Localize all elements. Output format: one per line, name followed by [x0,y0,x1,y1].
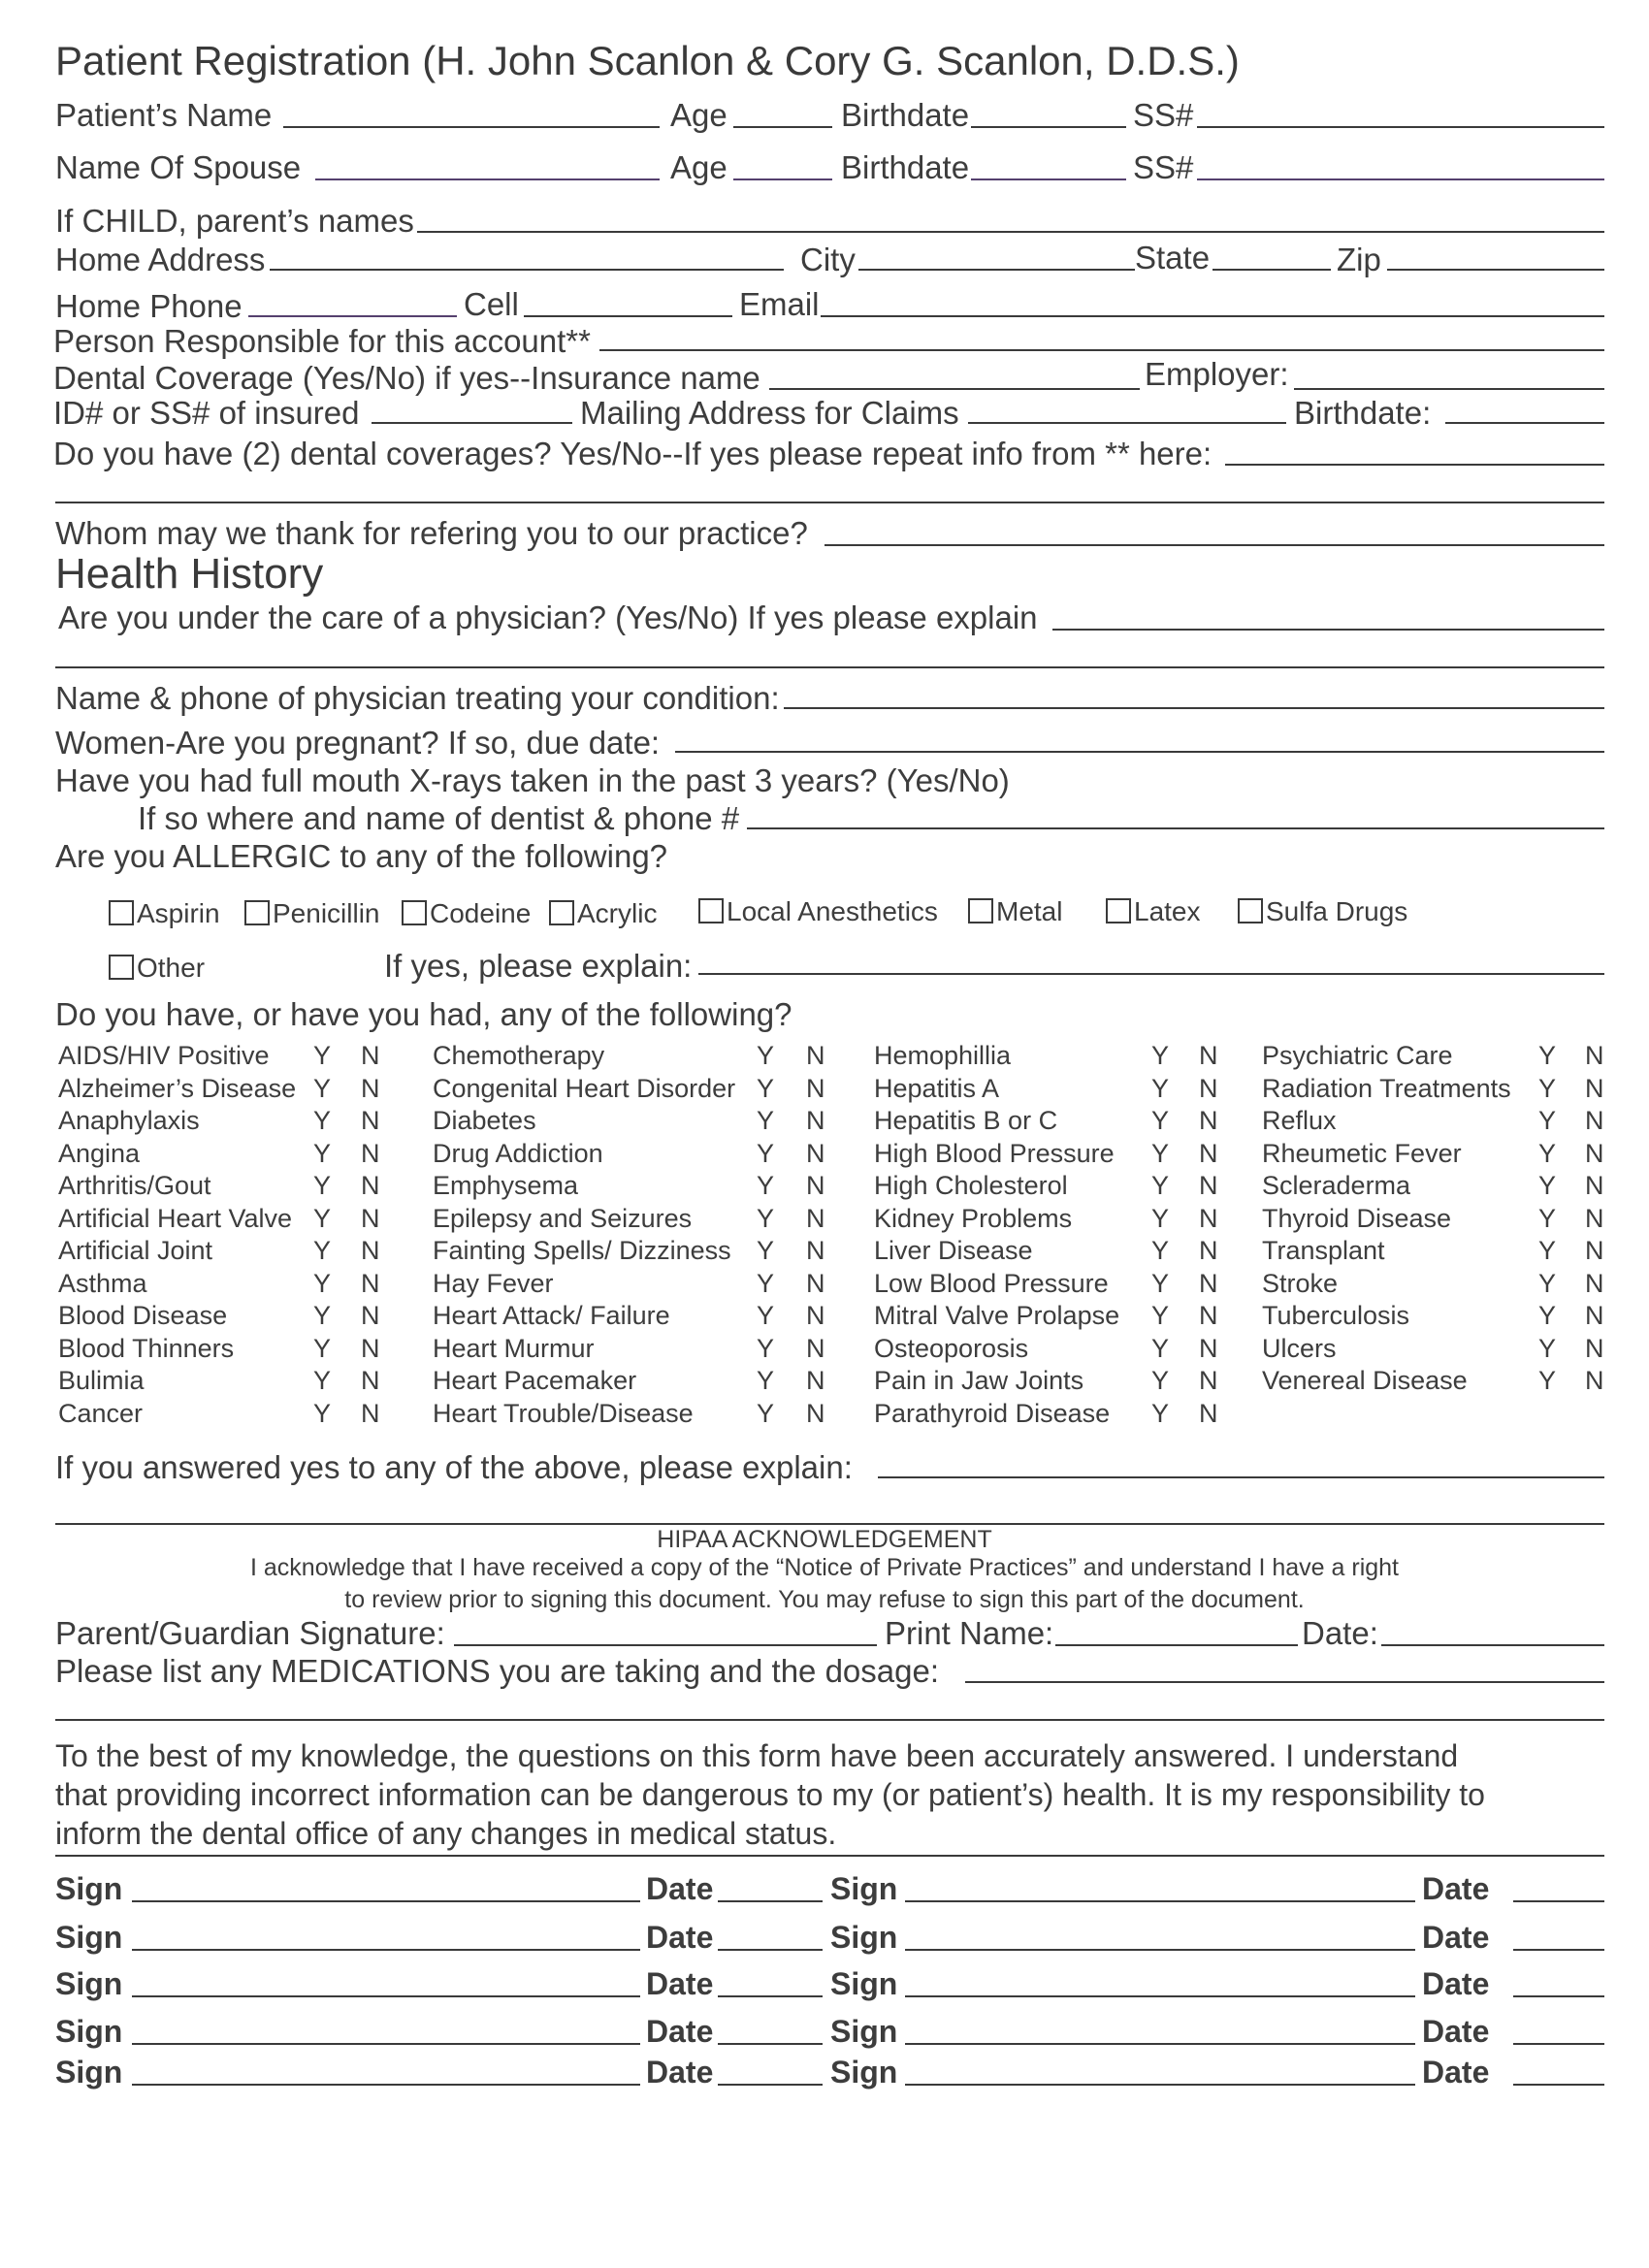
condition-label: Stroke [1262,1269,1339,1298]
sign-label: Sign [830,1871,898,1906]
condition-no-option[interactable]: N [806,1171,825,1200]
condition-label: Heart Murmur [433,1334,595,1363]
referral-label: Whom may we thank for refering you to our practice? [55,515,808,551]
state-label: State [1135,240,1211,275]
insured-birthdate-label: Birthdate: [1294,395,1432,431]
allergy-latex-checkbox[interactable]: Latex [1106,895,1201,928]
allergy-codeine-checkbox[interactable]: Codeine [402,897,531,930]
medications-field[interactable] [965,1681,1604,1683]
condition-no-option[interactable]: N [806,1399,825,1428]
condition-yes-option[interactable]: Y [313,1399,332,1428]
due-date-field[interactable] [675,751,1604,753]
patient-birthdate-field[interactable] [971,126,1126,128]
checkbox-icon [1106,898,1131,923]
condition-yes-option[interactable]: Y [1538,1171,1557,1200]
xrays-label: Have you had full mouth X-rays taken in the past 3 years? (Yes/No) [55,762,1010,798]
patient-ss-field[interactable] [1197,126,1604,128]
condition-label: Parathyroid Disease [874,1399,1111,1428]
physician-care-label: Are you under the care of a physician? (Yes/No) If yes please explain [58,599,1038,635]
checkbox-icon [109,900,134,925]
condition-yes-option[interactable]: Y [1538,1041,1557,1070]
condition-label: Psychiatric Care [1262,1041,1453,1070]
spouse-birthdate-label: Birthdate [841,149,970,185]
spouse-age-label: Age [670,149,728,185]
sign-date-label: Date [1422,1920,1490,1955]
signature-date-field[interactable] [718,2043,823,2045]
condition-yes-option[interactable]: Y [757,1171,775,1200]
condition-label: Blood Disease [58,1301,228,1330]
email-label: Email [739,286,820,322]
signature-date-field[interactable] [1513,2043,1604,2045]
condition-no-option[interactable]: N [1585,1106,1604,1135]
condition-no-option[interactable]: N [1585,1269,1604,1298]
sign-date-label: Date [646,1920,714,1955]
condition-label: Scleraderma [1262,1171,1411,1200]
condition-label: Emphysema [433,1171,579,1200]
condition-no-option[interactable]: N [806,1139,825,1168]
two-coverages-label: Do you have (2) dental coverages? Yes/No--If yes please repeat info from ** here: [53,436,1212,471]
condition-label: Ulcers [1262,1334,1337,1363]
signature-field[interactable] [905,1949,1415,1951]
employer-label: Employer: [1145,356,1289,392]
sign-date-label: Date [646,2014,714,2049]
condition-no-option[interactable]: N [806,1106,825,1135]
condition-yes-option[interactable]: Y [1538,1366,1557,1395]
signature-date-field[interactable] [718,1900,823,1902]
condition-no-option[interactable]: N [361,1269,380,1298]
condition-yes-option[interactable]: Y [1538,1301,1557,1330]
sign-date-label: Date [1422,2055,1490,2090]
child-parents-field[interactable] [417,231,1604,233]
condition-yes-option[interactable]: Y [313,1041,332,1070]
hipaa-line1: I acknowledge that I have received a copy of the “Notice of Private Practices” and understand I have a right [250,1554,1399,1581]
condition-no-option[interactable]: N [361,1399,380,1428]
patient-age-field[interactable] [733,126,832,128]
attestation-line1: To the best of my knowledge, the questions on this form have been accurately answered. I understand [55,1738,1459,1773]
guardian-signature-field[interactable] [454,1644,877,1646]
form-title: Patient Registration (H. John Scanlon & Cory G. Scanlon, D.D.S.) [55,38,1240,83]
cell-field[interactable] [524,315,732,317]
spouse-birthdate-field[interactable] [971,178,1126,180]
zip-label: Zip [1337,242,1381,277]
guardian-signature-label: Parent/Guardian Signature: [55,1615,445,1651]
condition-label: Liver Disease [874,1236,1033,1265]
signature-field[interactable] [905,2084,1415,2086]
allergy-sulfa-drugs-checkbox[interactable]: Sulfa Drugs [1238,895,1407,928]
condition-no-option[interactable]: N [1585,1204,1604,1233]
checkbox-icon [698,898,724,923]
physician-care-field-line2[interactable] [55,666,1604,668]
allergy-aspirin-checkbox[interactable]: Aspirin [109,897,220,930]
condition-label: Asthma [58,1269,147,1298]
attestation-line3: inform the dental office of any changes in medical status. [55,1816,837,1851]
condition-label: Fainting Spells/ Dizziness [433,1236,731,1265]
mailing-address-label: Mailing Address for Claims [580,395,959,431]
condition-yes-option[interactable]: Y [757,1399,775,1428]
condition-no-option[interactable]: N [361,1106,380,1135]
checkbox-icon [549,900,574,925]
condition-yes-option[interactable]: Y [757,1236,775,1265]
allergy-metal-checkbox[interactable]: Metal [968,895,1062,928]
medications-label: Please list any MEDICATIONS you are taking and the dosage: [55,1653,940,1689]
condition-label: Drug Addiction [433,1139,603,1168]
attestation-divider [55,1855,1604,1857]
condition-yes-option[interactable]: Y [313,1269,332,1298]
attestation-line2: that providing incorrect information can be dangerous to my (or patient’s) health. It is my responsibility to [55,1777,1485,1812]
dentist-field[interactable] [747,827,1604,829]
condition-yes-option[interactable]: Y [757,1366,775,1395]
home-phone-field[interactable] [248,315,457,317]
condition-label: Mitral Valve Prolapse [874,1301,1120,1330]
answered-yes-field[interactable] [878,1476,1604,1478]
signature-date-field[interactable] [718,1995,823,1997]
physician-name-label: Name & phone of physician treating your condition: [55,680,780,716]
condition-label: Heart Pacemaker [433,1366,637,1395]
condition-label: Congenital Heart Disorder [433,1074,736,1103]
condition-label: High Cholesterol [874,1171,1068,1200]
condition-yes-option[interactable]: Y [757,1106,775,1135]
condition-yes-option[interactable]: Y [757,1301,775,1330]
sign-date-label: Date [1422,1871,1490,1906]
condition-no-option[interactable]: N [361,1074,380,1103]
spouse-ss-field[interactable] [1197,178,1604,180]
condition-yes-option[interactable]: Y [313,1366,332,1395]
condition-yes-option[interactable]: Y [757,1334,775,1363]
condition-label: Hemophillia [874,1041,1012,1070]
signature-date-field[interactable] [1513,1949,1604,1951]
dentist-label: If so where and name of dentist & phone # [138,800,740,836]
condition-no-option[interactable]: N [1199,1139,1218,1168]
condition-yes-option[interactable]: Y [1151,1139,1170,1168]
condition-no-option[interactable]: N [806,1301,825,1330]
sign-date-label: Date [646,2055,714,2090]
id-ss-insured-label: ID# or SS# of insured [53,395,360,431]
condition-yes-option[interactable]: Y [1538,1334,1557,1363]
condition-no-option[interactable]: N [1199,1399,1218,1428]
condition-no-option[interactable]: N [1199,1171,1218,1200]
allergy-penicillin-checkbox[interactable]: Penicillin [244,897,380,930]
id-ss-insured-field[interactable] [372,422,572,424]
condition-yes-option[interactable]: Y [1538,1236,1557,1265]
sign-label: Sign [55,1871,123,1906]
checkbox-icon [109,955,134,980]
pregnant-label: Women-Are you pregnant? If so, due date: [55,725,661,761]
condition-no-option[interactable]: N [361,1139,380,1168]
sign-label: Sign [830,1966,898,2001]
condition-label: Kidney Problems [874,1204,1073,1233]
condition-label: Cancer [58,1399,144,1428]
condition-yes-option[interactable]: Y [1151,1236,1170,1265]
sign-label: Sign [830,2014,898,2049]
condition-label: Transplant [1262,1236,1385,1265]
condition-yes-option[interactable]: Y [1538,1139,1557,1168]
spouse-name-label: Name Of Spouse [55,149,302,185]
condition-label: Osteoporosis [874,1334,1029,1363]
condition-label: Heart Trouble/Disease [433,1399,694,1428]
condition-yes-option[interactable]: Y [1538,1106,1557,1135]
condition-label: Heart Attack/ Failure [433,1301,670,1330]
condition-no-option[interactable]: N [806,1269,825,1298]
sign-date-label: Date [1422,1966,1490,2001]
hipaa-date-field[interactable] [1381,1644,1604,1646]
condition-yes-option[interactable]: Y [1151,1399,1170,1428]
condition-no-option[interactable]: N [361,1301,380,1330]
signature-field[interactable] [132,2084,640,2086]
condition-no-option[interactable]: N [1199,1236,1218,1265]
condition-yes-option[interactable]: Y [1538,1269,1557,1298]
condition-yes-option[interactable]: Y [313,1106,332,1135]
signature-date-field[interactable] [1513,2084,1604,2086]
condition-label: Hepatitis A [874,1074,1000,1103]
hipaa-line2: to review prior to signing this document. You may refuse to sign this part of the document. [344,1586,1305,1613]
condition-no-option[interactable]: N [1585,1041,1604,1070]
condition-label: Reflux [1262,1106,1337,1135]
condition-no-option[interactable]: N [1199,1366,1218,1395]
condition-yes-option[interactable]: Y [1151,1301,1170,1330]
state-field[interactable] [1212,269,1331,271]
condition-label: Hepatitis B or C [874,1106,1058,1135]
condition-label: Arthritis/Gout [58,1171,211,1200]
two-coverages-field-line2[interactable] [55,502,1604,503]
condition-no-option[interactable]: N [1199,1269,1218,1298]
condition-yes-option[interactable]: Y [313,1139,332,1168]
patients-name-field[interactable] [283,126,660,128]
person-responsible-field[interactable] [599,349,1604,351]
condition-label: Bulimia [58,1366,145,1395]
medications-field-line2[interactable] [55,1719,1604,1721]
allergy-explain-label: If yes, please explain: [384,948,693,984]
condition-yes-option[interactable]: Y [313,1074,332,1103]
signature-date-field[interactable] [718,1949,823,1951]
condition-no-option[interactable]: N [361,1041,380,1070]
condition-no-option[interactable]: N [1199,1074,1218,1103]
condition-no-option[interactable]: N [1585,1366,1604,1395]
condition-no-option[interactable]: N [806,1236,825,1265]
signature-field[interactable] [905,2043,1415,2045]
employer-field[interactable] [1294,388,1604,390]
condition-no-option[interactable]: N [1585,1334,1604,1363]
condition-yes-option[interactable]: Y [1151,1171,1170,1200]
city-field[interactable] [858,269,1135,271]
condition-yes-option[interactable]: Y [1151,1366,1170,1395]
sign-label: Sign [830,2055,898,2090]
condition-no-option[interactable]: N [806,1041,825,1070]
condition-yes-option[interactable]: Y [1151,1106,1170,1135]
condition-no-option[interactable]: N [361,1334,380,1363]
child-parents-label: If CHILD, parent’s names [55,203,414,239]
insured-birthdate-field[interactable] [1445,422,1604,424]
sign-label: Sign [55,2055,123,2090]
condition-no-option[interactable]: N [1199,1106,1218,1135]
condition-label: Angina [58,1139,141,1168]
patient-age-label: Age [670,97,728,133]
allergy-explain-field[interactable] [698,973,1604,975]
condition-label: Hay Fever [433,1269,554,1298]
sign-label: Sign [55,1966,123,2001]
home-phone-label: Home Phone [55,288,242,324]
city-label: City [800,242,856,277]
condition-label: Artificial Heart Valve [58,1204,293,1233]
physician-care-field[interactable] [1052,629,1604,631]
condition-label: Epilepsy and Seizures [433,1204,693,1233]
conditions-prompt: Do you have, or have you had, any of the following? [55,996,792,1032]
sign-label: Sign [830,1920,898,1955]
signature-date-field[interactable] [1513,1900,1604,1902]
dental-coverage-label: Dental Coverage (Yes/No) if yes--Insurance name [53,360,760,396]
allergy-acrylic-checkbox[interactable]: Acrylic [549,897,657,930]
condition-no-option[interactable]: N [1199,1204,1218,1233]
condition-yes-option[interactable]: Y [313,1204,332,1233]
condition-no-option[interactable]: N [361,1171,380,1200]
spouse-age-field[interactable] [733,178,832,180]
cell-label: Cell [464,286,519,322]
condition-yes-option[interactable]: Y [313,1171,332,1200]
condition-no-option[interactable]: N [1199,1334,1218,1363]
allergy-other-checkbox[interactable]: Other [109,952,205,985]
condition-label: Chemotherapy [433,1041,605,1070]
zip-field[interactable] [1387,269,1604,271]
condition-label: Rheumetic Fever [1262,1139,1462,1168]
allergic-label: Are you ALLERGIC to any of the following? [55,838,668,874]
checkbox-icon [244,900,270,925]
sign-date-label: Date [1422,2014,1490,2049]
signature-field[interactable] [905,1900,1415,1902]
condition-no-option[interactable]: N [361,1204,380,1233]
patients-name-label: Patient’s Name [55,97,273,133]
print-name-label: Print Name: [885,1615,1054,1651]
person-responsible-label: Person Responsible for this account** [53,323,591,359]
condition-label: Blood Thinners [58,1334,235,1363]
condition-yes-option[interactable]: Y [757,1074,775,1103]
condition-no-option[interactable]: N [361,1366,380,1395]
condition-label: Tuberculosis [1262,1301,1410,1330]
condition-label: Pain in Jaw Joints [874,1366,1084,1395]
condition-yes-option[interactable]: Y [1151,1269,1170,1298]
two-coverages-field[interactable] [1225,464,1604,466]
hipaa-heading: HIPAA ACKNOWLEDGEMENT [657,1526,992,1553]
patient-birthdate-label: Birthdate [841,97,970,133]
answered-yes-label: If you answered yes to any of the above, please explain: [55,1449,853,1485]
condition-no-option[interactable]: N [806,1366,825,1395]
condition-no-option[interactable]: N [1585,1074,1604,1103]
condition-yes-option[interactable]: Y [313,1334,332,1363]
signature-date-field[interactable] [1513,1995,1604,1997]
home-address-label: Home Address [55,242,266,277]
condition-label: Thyroid Disease [1262,1204,1452,1233]
condition-no-option[interactable]: N [806,1334,825,1363]
condition-label: Artificial Joint [58,1236,213,1265]
condition-yes-option[interactable]: Y [1151,1074,1170,1103]
condition-label: AIDS/HIV Positive [58,1041,270,1070]
checkbox-icon [1238,898,1263,923]
condition-no-option[interactable]: N [1585,1139,1604,1168]
insurance-name-field[interactable] [769,388,1140,390]
condition-yes-option[interactable]: Y [1151,1334,1170,1363]
signature-field[interactable] [905,1995,1415,1997]
condition-yes-option[interactable]: Y [757,1041,775,1070]
condition-label: Low Blood Pressure [874,1269,1109,1298]
condition-yes-option[interactable]: Y [313,1236,332,1265]
condition-no-option[interactable]: N [806,1204,825,1233]
signature-field[interactable] [132,2043,640,2045]
hipaa-date-label: Date: [1302,1615,1378,1651]
condition-label: Venereal Disease [1262,1366,1468,1395]
physician-name-field[interactable] [784,707,1604,709]
signature-field[interactable] [132,1949,640,1951]
condition-yes-option[interactable]: Y [1538,1204,1557,1233]
email-field[interactable] [821,315,1604,317]
allergy-local-anesthetics-checkbox[interactable]: Local Anesthetics [698,895,938,928]
condition-yes-option[interactable]: Y [757,1139,775,1168]
signature-date-field[interactable] [718,2084,823,2086]
spouse-name-field[interactable] [315,178,660,180]
condition-no-option[interactable]: N [1585,1171,1604,1200]
referral-field[interactable] [824,544,1604,546]
condition-no-option[interactable]: N [1585,1236,1604,1265]
signature-field[interactable] [132,1995,640,1997]
condition-yes-option[interactable]: Y [1538,1074,1557,1103]
mailing-address-field[interactable] [968,422,1286,424]
sign-date-label: Date [646,1966,714,2001]
patient-ss-label: SS# [1133,97,1194,133]
home-address-field[interactable] [270,269,784,271]
condition-label: Alzheimer’s Disease [58,1074,297,1103]
print-name-field[interactable] [1055,1644,1298,1646]
sign-label: Sign [55,2014,123,2049]
checkbox-icon [968,898,993,923]
condition-no-option[interactable]: N [361,1236,380,1265]
condition-label: Diabetes [433,1106,536,1135]
condition-no-option[interactable]: N [806,1074,825,1103]
condition-label: Anaphylaxis [58,1106,200,1135]
sign-label: Sign [55,1920,123,1955]
condition-yes-option[interactable]: Y [1151,1204,1170,1233]
condition-label: Radiation Treatments [1262,1074,1511,1103]
condition-yes-option[interactable]: Y [757,1204,775,1233]
checkbox-icon [402,900,427,925]
spouse-ss-label: SS# [1133,149,1194,185]
condition-yes-option[interactable]: Y [757,1269,775,1298]
signature-field[interactable] [132,1900,640,1902]
condition-no-option[interactable]: N [1585,1301,1604,1330]
condition-no-option[interactable]: N [1199,1301,1218,1330]
condition-no-option[interactable]: N [1199,1041,1218,1070]
condition-yes-option[interactable]: Y [1151,1041,1170,1070]
condition-label: High Blood Pressure [874,1139,1115,1168]
sign-date-label: Date [646,1871,714,1906]
condition-yes-option[interactable]: Y [313,1301,332,1330]
health-history-heading: Health History [55,550,324,598]
